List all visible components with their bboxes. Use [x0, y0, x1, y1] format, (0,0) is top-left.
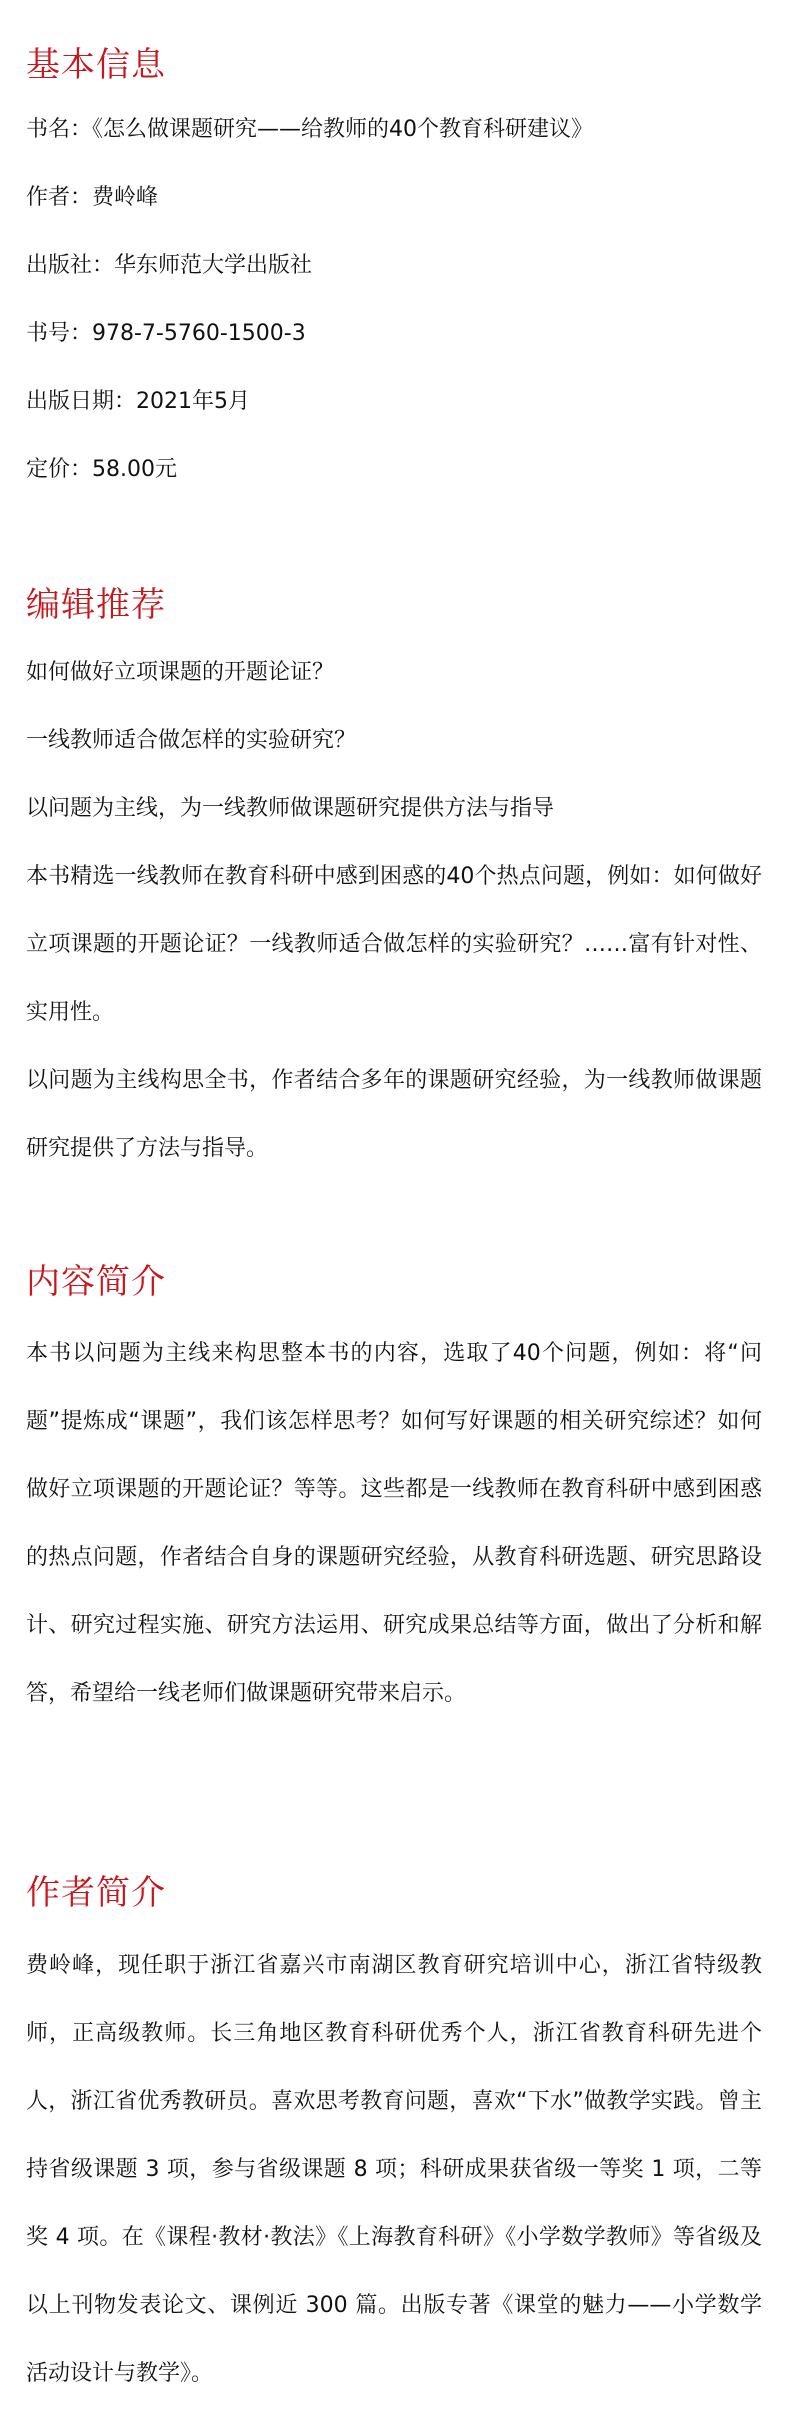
book-pub-date: 出版日期：2021年5月 [26, 389, 250, 414]
recommendation-paragraph-2: 以问题为主线构思全书，作者结合多年的课题研究经验，为一线教师做课题研究提供了方法与指导。 [26, 1068, 762, 1161]
book-isbn: 书号：978-7-5760-1500-3 [26, 321, 306, 346]
content-summary-text: 本书以问题为主线来构思整本书的内容，选取了40个问题，例如：将“问题”提炼成“课题”，我们该怎样思考？如何写好课题的相关研究综述？如何做好立项课题的开题论证？等等。这些都是一线教师在教育科研中感到困惑的热点问题，作者结合自身的课题研究经验，从教育科研选题、研究思路设计、研究过程实施、研究方法运用、研究成果总结等方面，做出了分析和解答，希望给一线老师们做课题研究带来启示。 [26, 1341, 762, 1706]
book-name: 书名：《怎么做课题研究——给教师的40个教育科研建议》 [26, 117, 593, 142]
editor-recommendation-heading: 编辑推荐 [26, 585, 166, 625]
author-intro-text: 费岭峰，现任职于浙江省嘉兴市南湖区教育研究培训中心，浙江省特级教师，正高级教师。长三角地区教育科研优秀个人，浙江省教育科研先进个人，浙江省优秀教研员。喜欢思考教育问题，喜欢“下水”做教学实践。曾主持省级课题 3 项，参与省级课题 8 项；科研成果获省级一等奖 1 项，二等奖 4 项。在《课程·教材·教法》《上海教育科研》《小学数学教师》等省级及以上刊物发表论文、课例近 300 篇。出版专著《课堂的魅力——小学数学活动设计与教学》。 [26, 1953, 762, 2386]
basic-info-heading: 基本信息 [26, 45, 166, 85]
recommendation-tagline: 以问题为主线，为一线教师做课题研究提供方法与指导 [26, 796, 555, 821]
book-publisher: 出版社：华东师范大学出版社 [26, 253, 313, 278]
recommendation-question-2: 一线教师适合做怎样的实验研究？ [26, 728, 357, 753]
recommendation-paragraph-1: 本书精选一线教师在教育科研中感到困惑的40个热点问题，例如：如何做好立项课题的开题论证？一线教师适合做怎样的实验研究？……富有针对性、实用性。 [26, 864, 762, 1025]
content-summary-heading: 内容简介 [26, 1262, 166, 1302]
book-author: 作者：费岭峰 [26, 185, 159, 210]
book-price: 定价：58.00元 [26, 457, 177, 482]
recommendation-question-1: 如何做好立项课题的开题论证？ [26, 660, 335, 685]
author-intro-heading: 作者简介 [26, 1873, 166, 1913]
